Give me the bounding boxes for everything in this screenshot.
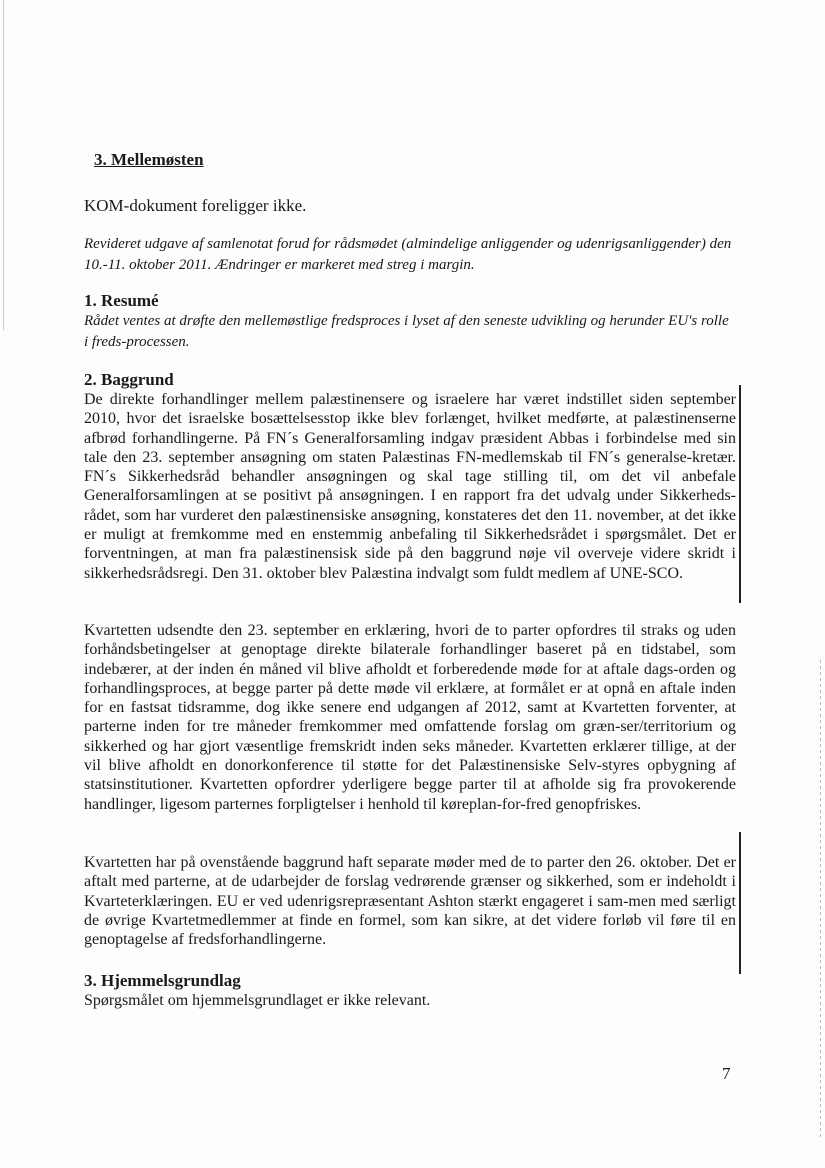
resume-section <box>84 290 736 353</box>
scan-edge-left <box>3 0 4 330</box>
baggrund-section <box>84 369 736 583</box>
hjemmel-section <box>84 970 736 1010</box>
scan-edge-right <box>820 660 821 1140</box>
quartet-statement-paragraph <box>84 621 736 814</box>
section-heading: 3. Mellemøsten <box>94 150 204 169</box>
kom-document-line: KOM-dokument foreligger ikke. <box>84 196 307 215</box>
change-marker-bar <box>739 832 741 974</box>
resume-text: Rådet ventes at drøfte den mellemøstlige fredsproces i lyset af den seneste udvikling og herunder EU's rolle i freds-processen. <box>84 313 729 350</box>
hjemmel-text: Spørgsmålet om hjemmelsgrundlaget er ikke relevant. <box>84 992 431 1009</box>
baggrund-paragraph: Kvartetten udsendte den 23. september en erklæring, hvori de to parter opfordres til straks og uden forhåndsbetingelser at genoptage direkte bilaterale forhandlinger baseret på en tidstabel, som indebærer, at der inden én måned vil blive afholdt et forberedende møde for at aftale dags-orden og forhandlingsproces, at begge parter på dette møde vil erklære, at formålet er at opnå en aftale inden for en fastsat tidsramme, dog ikke senere end udgangen af 2012, samt at Kvartetten forventer, at parterne inden for tre måneder fremkommer med omfattende forslag om græn-ser/territorium og sikkerhed og har gjort væsentlige fremskridt inden seks måneder. Kvartetten erklærer tillige, at der vil blive afholdt en donorkonference til støtte for det Palæstinensiske Selv-styres opbygning af statsinstitutioner. Kvartetten opfordrer yderligere begge parter til at afholde sig fra provokerende handlinger, ligesom parternes forpligtelser i henhold til køreplan-for-fred genopfriskes. <box>84 622 736 813</box>
resume-heading: 1. Resumé <box>84 291 159 310</box>
hjemmel-heading: 3. Hjemmelsgrundlag <box>84 971 241 990</box>
baggrund-heading: 2. Baggrund <box>84 370 174 389</box>
page-number: 7 <box>722 1064 731 1083</box>
quartet-meetings-paragraph <box>84 853 736 949</box>
baggrund-paragraph: Kvartetten har på ovenstående baggrund haft separate møder med de to parter den 26. oktober. Det er aftalt med parterne, at de udarbejder de forslag vedrørende grænser og sikkerhed, som er indeholdt i Kvarteterklæringen. EU er ved udenrigsrepræsentant Ashton stærkt engageret i sam-men med særligt de øvrige Kvartetmedlemmer at finde en formel, som kan sikre, at det videre forløb vil føre til en genoptagelse af fredsforhandlingerne. <box>84 854 736 949</box>
revised-note: Revideret udgave af samlenotat forud for rådsmødet (almindelige anliggender og udenrigsanliggender) den 10.-11. oktober 2011. Ændringer er markeret med streg i margin. <box>84 236 732 273</box>
change-marker-bar <box>739 385 741 603</box>
baggrund-paragraph: De direkte forhandlinger mellem palæstinensere og israelere har været indstillet siden september 2010, hvor det israelske bosættelsesstop ikke blev forlænget, hvilket medførte, at palæstinenserne afbrød forhandlingerne. På FN´s Generalforsamling indgav præsident Abbas i forbindelse med sin tale den 23. september ansøgning om staten Palæstinas FN-medlemskab til FN´s generalse-kretær. FN´s Sikkerhedsråd behandler ansøgningen og skal tage stilling til, om det vil anbefale Generalforsamlingen at se positivt på ansøgningen. I en rapport fra det udvalg under Sikkerheds-rådet, som har vurderet den palæstinensiske ansøgning, konstateres det den 11. november, at det ikke er muligt at fremkomme med en enstemmig anbefaling til Sikkerhedsrådet i spørgsmålet. Det er forventningen, at man fra palæstinensisk side på den baggrund nøje vil overveje videre skridt i sikkerhedsrådsregi. Den 31. oktober blev Palæstina indvalgt som fuldt medlem af UNE-SCO. <box>84 391 736 582</box>
